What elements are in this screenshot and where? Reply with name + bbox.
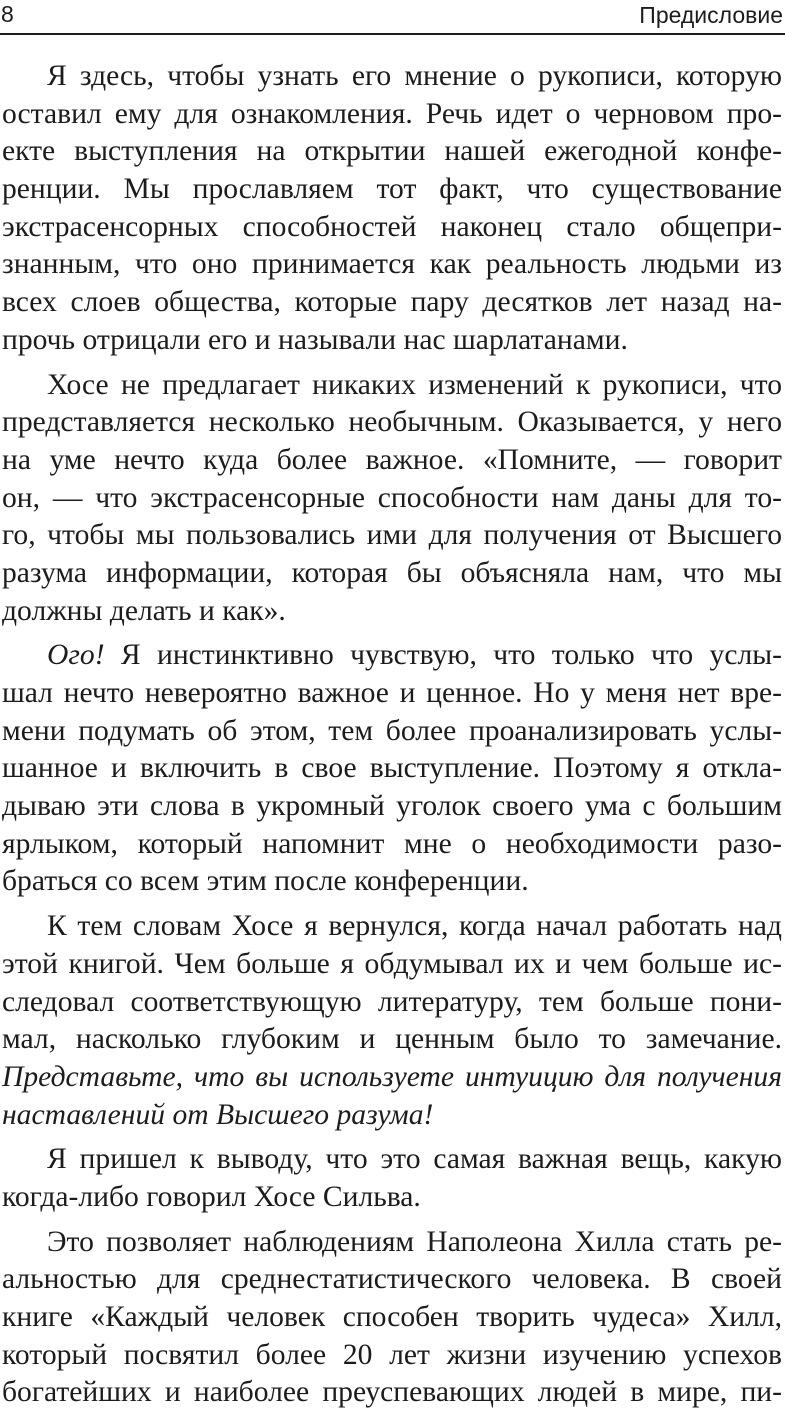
text-line: го, чтобы мы пользовались ими для получения от Высшего [2, 519, 782, 552]
text-line: должны делать и как». [2, 594, 286, 627]
text-line: мал, насколько глубоким и ценным было то замечание. [2, 1023, 782, 1056]
italic-text-line: Представьте, что вы используете интуицию для получения [2, 1060, 782, 1093]
paragraph-5 [2, 1141, 782, 1216]
text-line: ренции. Мы прославляем тот факт, что существование [2, 173, 782, 206]
text-line: Это позволяет наблюдениям Наполеона Хилла стать ре- [47, 1225, 782, 1258]
text-line: шал нечто невероятно важное и ценное. Но у меня нет вре- [2, 677, 782, 709]
text-line: он, — что экстрасенсорные способности нам даны для то- [2, 481, 782, 514]
text-line: Хосе не предлагает никаких изменений к рукописи, что [47, 368, 782, 401]
text-line: браться со всем этим после конференции. [2, 865, 529, 898]
paragraph-1 [2, 58, 782, 360]
paragraph-gap [2, 1134, 782, 1141]
text-line: книге «Каждый человек способен творить чудеса» Хилл, [2, 1301, 782, 1333]
paragraph-2 [2, 367, 782, 631]
line-text: Я инстинктивно чувствую, что только что услы- [104, 639, 782, 672]
text-line: знанным, что оно принимается как реальность людьми из [2, 248, 782, 281]
text-line [2, 637, 782, 675]
italic-exclamation: Ого! [47, 639, 105, 672]
text-line: на уме нечто куда более важное. «Помните, — говорит [2, 443, 782, 476]
page-number: 8 [1, 1, 14, 27]
text-line: этой книгой. Чем больше я обдумывал их и чем больше ис- [2, 947, 782, 980]
text-line: который посвятил более 20 лет жизни изучению успехов [2, 1338, 782, 1371]
text-line: разума информации, которая бы объясняла нам, что мы [2, 556, 782, 589]
text-line: когда-либо говорил Хосе Сильва. [2, 1180, 421, 1213]
text-line: богатейших и наиболее преуспевающих людей в мире, пи- [2, 1376, 782, 1409]
text-line: прочь отрицали его и называли нас шарлатанами. [2, 323, 628, 356]
text-line: экстрасенсорных способностей наконец стало общепри- [2, 210, 782, 243]
text-line: следовал соответствующую литературу, тем больше пони- [2, 985, 782, 1018]
text-line: мени подумать об этом, тем более проанализировать услы- [2, 714, 782, 747]
paragraph-gap [2, 901, 782, 908]
italic-text-line: наставлений от Высшего разума! [2, 1098, 434, 1131]
text-line: екте выступления на открытии нашей ежегодной конфе- [2, 135, 782, 168]
text-line: К тем словам Хосе я вернулся, когда начал работать над [47, 910, 782, 943]
page-header [0, 0, 785, 34]
body-text [2, 58, 782, 1412]
running-head: Предисловие [639, 2, 783, 28]
text-line: дываю эти слова в укромный уголок своего ума с большим [2, 790, 782, 823]
text-line: альностью для среднестатистического человека. В своей [2, 1263, 782, 1296]
text-line: оставил ему для ознакомления. Речь идет о черновом про- [2, 97, 782, 130]
text-line: Я пришел к выводу, что это самая важная вещь, какую [47, 1143, 782, 1176]
paragraph-gap [2, 1217, 782, 1224]
text-line: ярлыком, который напомнит мне о необходимости разо- [2, 827, 782, 860]
paragraph-gap [2, 630, 782, 637]
header-rule [0, 33, 785, 35]
paragraph-3 [2, 637, 782, 901]
paragraph-6 [2, 1224, 782, 1412]
text-line: всех слоев общества, которые пару десятков лет назад на- [2, 286, 782, 319]
text-line: Я здесь, чтобы узнать его мнение о рукописи, которую [47, 60, 782, 92]
paragraph-gap [2, 360, 782, 367]
paragraph-4 [2, 908, 782, 1134]
text-line: представляется несколько необычным. Оказывается, у него [2, 406, 782, 439]
text-line: шанное и включить в свое выступление. Поэтому я откла- [2, 752, 782, 785]
